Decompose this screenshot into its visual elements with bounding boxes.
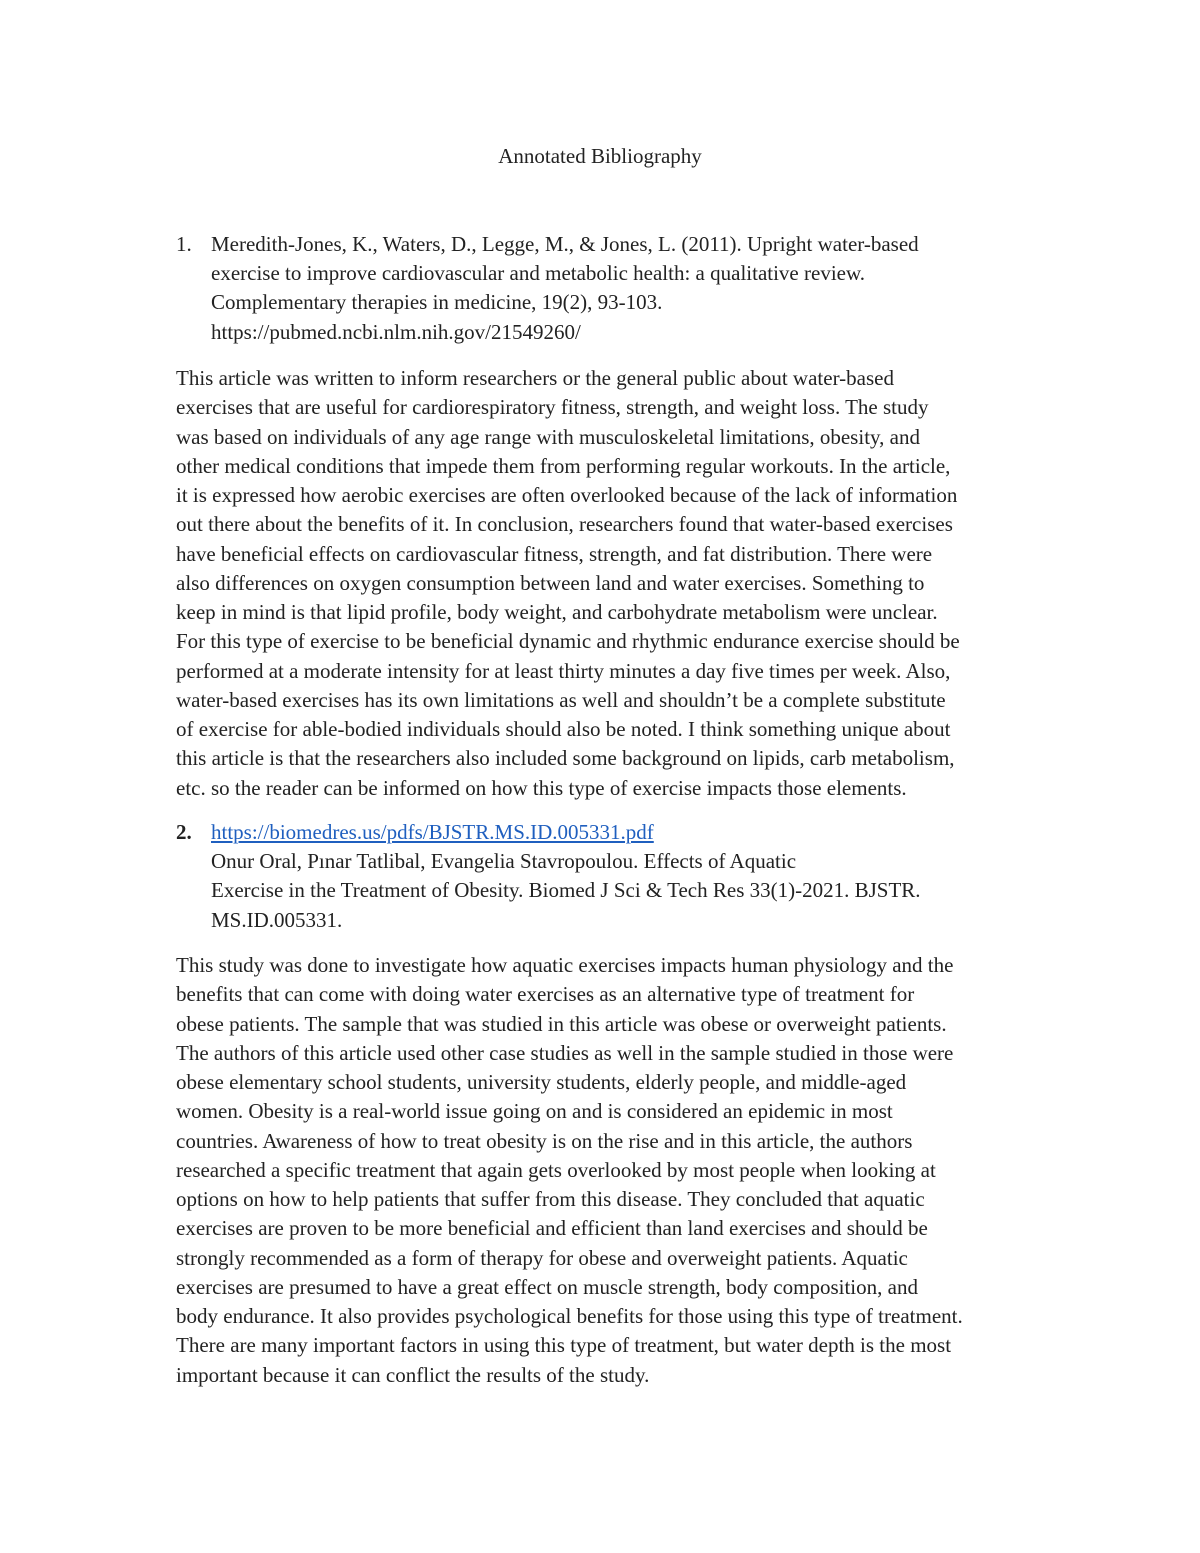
annotation-line: keep in mind is that lipid profile, body weight, and carbohydrate metabolism were unclear.: [176, 600, 938, 624]
annotation-line: women. Obesity is a real-world issue going on and is considered an epidemic in most: [176, 1099, 893, 1124]
annotation-line: of exercise for able-bodied individuals should also be noted. I think something unique about: [176, 717, 951, 741]
annotation-line: it is expressed how aerobic exercises are often overlooked because of the lack of information: [176, 483, 958, 507]
annotation-line: researched a specific treatment that again gets overlooked by most people when looking at: [176, 1157, 936, 1182]
annotation-line: obese elementary school students, university students, elderly people, and middle-aged: [176, 1070, 907, 1094]
annotation-line: benefits that can come with doing water exercises as an alternative type of treatment for: [176, 982, 915, 1007]
annotation-line: This article was written to inform researchers or the general public about water-based: [176, 366, 894, 390]
citation-line: Meredith-Jones, K., Waters, D., Legge, M., & Jones, L. (2011). Upright water-based: [211, 232, 919, 256]
citation-line: Complementary therapies in medicine, 19(2), 93-103.: [211, 290, 663, 315]
annotation-line: The authors of this article used other case studies as well in the sample studied in those were: [176, 1040, 954, 1065]
annotation-line: There are many important factors in using this type of treatment, but water depth is the most: [176, 1333, 952, 1358]
annotation-line: exercises are proven to be more beneficial and efficient than land exercises and should be: [176, 1216, 928, 1241]
annotation-line: important because it can conflict the results of the study.: [176, 1362, 650, 1387]
annotation-paragraph-2: [176, 951, 1076, 1390]
annotation-line: This study was done to investigate how aquatic exercises impacts human physiology and the: [176, 953, 954, 977]
source-link[interactable]: https://biomedres.us/pdfs/BJSTR.MS.ID.005331.pdf: [211, 820, 654, 844]
citation-entry-1: [176, 230, 1076, 347]
entry-number: 2.: [176, 820, 192, 844]
citation-entry-2: [176, 818, 1076, 935]
entry-number: 1.: [176, 232, 192, 256]
page-title: Annotated Bibliography: [498, 144, 702, 168]
citation-url: https://pubmed.ncbi.nlm.nih.gov/21549260/: [211, 319, 581, 344]
citation-line: Onur Oral, Pınar Tatlibal, Evangelia Stavropoulou. Effects of Aquatic: [211, 849, 797, 874]
annotation-line: performed at a moderate intensity for at least thirty minutes a day five times per week. Also,: [176, 658, 951, 683]
annotation-line: this article is that the researchers also included some background on lipids, carb metabolism,: [176, 746, 955, 771]
annotation-line: other medical conditions that impede them from performing regular workouts. In the article,: [176, 453, 951, 478]
annotation-line: was based on individuals of any age range with musculoskeletal limitations, obesity, and: [176, 424, 920, 449]
annotation-line: countries. Awareness of how to treat obesity is on the rise and in this article, the authors: [176, 1128, 913, 1153]
annotation-paragraph-1: [176, 364, 1076, 803]
annotation-line: For this type of exercise to be beneficial dynamic and rhythmic endurance exercise should be: [176, 629, 960, 654]
annotation-line: obese patients. The sample that was studied in this article was obese or overweight patients.: [176, 1011, 947, 1036]
annotation-line: out there about the benefits of it. In conclusion, researchers found that water-based exercises: [176, 512, 953, 537]
citation-line: exercise to improve cardiovascular and metabolic health: a qualitative review.: [211, 261, 866, 286]
annotation-line: body endurance. It also provides psychological benefits for those using this type of treatment.: [176, 1304, 963, 1328]
annotation-line: also differences on oxygen consumption between land and water exercises. Something to: [176, 570, 925, 595]
annotation-line: exercises are presumed to have a great effect on muscle strength, body composition, and: [176, 1274, 918, 1299]
citation-line: Exercise in the Treatment of Obesity. Biomed J Sci & Tech Res 33(1)-2021. BJSTR.: [211, 878, 921, 903]
annotation-line: etc. so the reader can be informed on how this type of exercise impacts those elements.: [176, 775, 907, 800]
citation-line: MS.ID.005331.: [211, 907, 343, 932]
annotation-line: strongly recommended as a form of therapy for obese and overweight patients. Aquatic: [176, 1245, 908, 1270]
annotation-line: have beneficial effects on cardiovascular fitness, strength, and fat distribution. There were: [176, 541, 933, 566]
annotation-line: options on how to help patients that suffer from this disease. They concluded that aquatic: [176, 1187, 925, 1211]
annotation-line: exercises that are useful for cardiorespiratory fitness, strength, and weight loss. The study: [176, 395, 929, 420]
annotation-line: water-based exercises has its own limitations as well and shouldn’t be a complete substitute: [176, 687, 946, 712]
